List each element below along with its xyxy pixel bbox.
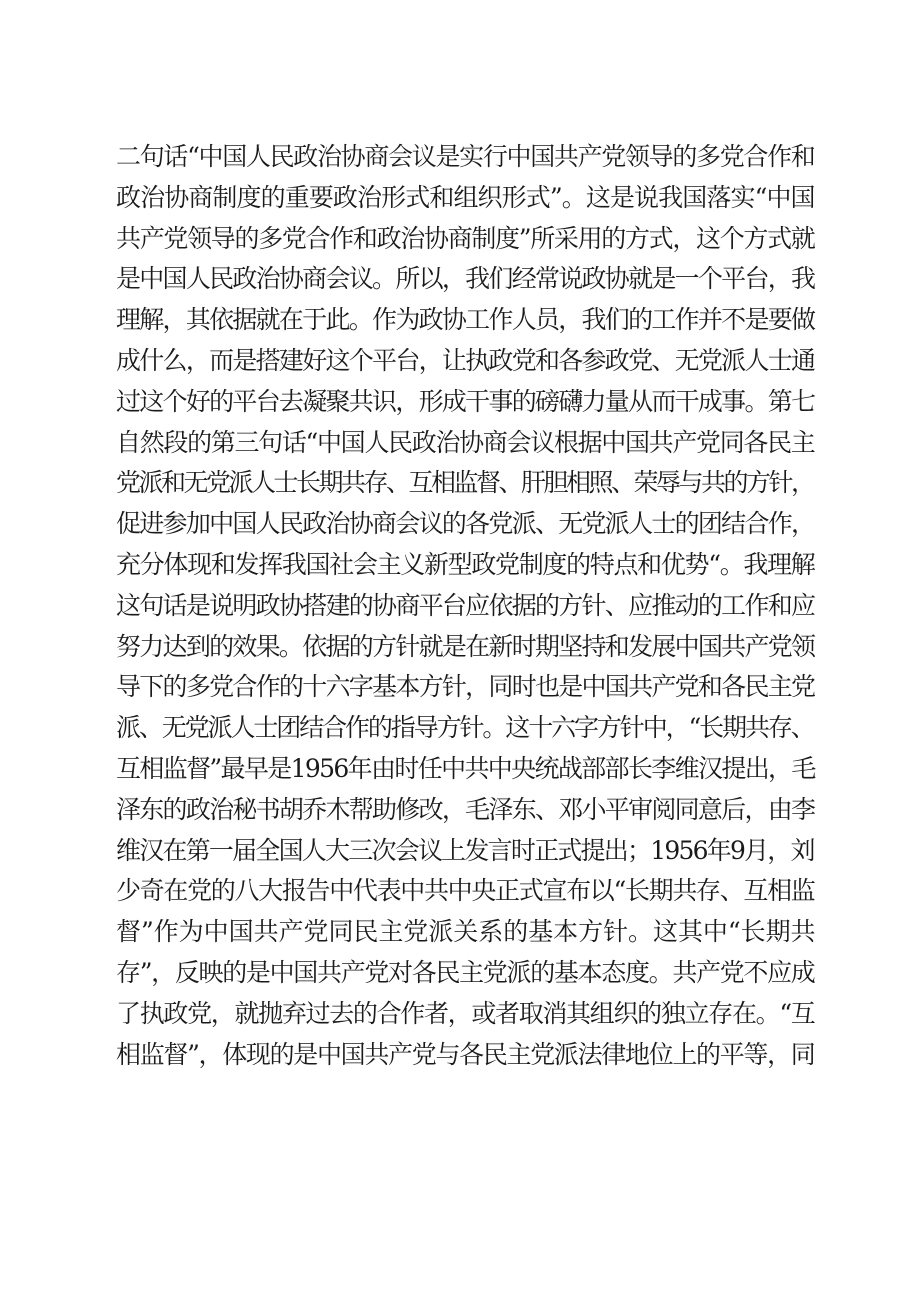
text-line: 充分体现和发挥我国社会主义新型政党制度的特点和优势“。我理解 xyxy=(116,549,815,579)
text-line: 理解，其依据就在于此。作为政协工作人员，我们的工作并不是要做 xyxy=(116,305,815,335)
text-line: 自然段的第三句话“中国人民政治协商会议根据中国共产党同各民主 xyxy=(116,427,815,457)
text-line: 二句话“中国人民政治协商会议是实行中国共产党领导的多党合作和 xyxy=(116,142,815,171)
body-paragraph xyxy=(116,137,816,1075)
text-line: 共产党领导的多党合作和政治协商制度”所采用的方式，这个方式就 xyxy=(116,223,815,253)
text-line: 派、无党派人士团结合作的指导方针。这十六字方针中，“长期共存、 xyxy=(116,713,814,743)
text-line: 这句话是说明政协搭建的协商平台应依据的方针、应推动的工作和应 xyxy=(116,590,815,620)
text-line: 相监督”，体现的是中国共产党与各民主党派法律地位上的平等，同 xyxy=(116,1039,815,1069)
text-line: 少奇在党的八大报告中代表中共中央正式宣布以“长期共存、互相监 xyxy=(116,876,815,906)
text-line: 政治协商制度的重要政治形式和组织形式”。这是说我国落实“中国 xyxy=(116,182,815,212)
text-line: 督”作为中国共产党同民主党派关系的基本方针。这其中“长期共 xyxy=(116,917,816,947)
text-line: 党派和无党派人士长期共存、互相监督、肝胆相照、荣辱与共的方针， xyxy=(116,468,814,498)
text-line: 存”，反映的是中国共产党对各民主党派的基本态度。共产党不应成 xyxy=(116,957,815,987)
text-line: 了执政党，就抛弃过去的合作者，或者取消其组织的独立存在。“互 xyxy=(116,998,815,1028)
text-line: 成什么，而是搭建好这个平台，让执政党和各参政党、无党派人士通 xyxy=(116,345,815,375)
text-line: 维汉在第一届全国人大三次会议上发言时正式提出；1956年9月，刘 xyxy=(116,835,814,865)
text-line: 互相监督”最早是1956年由时任中共中央统战部部长李维汉提出，毛 xyxy=(116,753,815,783)
text-line: 促进参加中国人民政治协商会议的各党派、无党派人士的团结合作， xyxy=(116,509,815,539)
text-line: 是中国人民政治协商会议。所以，我们经常说政协就是一个平台，我 xyxy=(116,264,815,294)
text-line: 过这个好的平台去凝聚共识，形成干事的磅礴力量从而干成事。第七 xyxy=(116,386,815,416)
text-line: 泽东的政治秘书胡乔木帮助修改，毛泽东、邓小平审阅同意后，由李 xyxy=(116,794,815,824)
text-line: 努力达到的效果。依据的方针就是在新时期坚持和发展中国共产党领 xyxy=(116,631,815,661)
text-line: 导下的多党合作的十六字基本方针，同时也是中国共产党和各民主党 xyxy=(116,672,815,702)
